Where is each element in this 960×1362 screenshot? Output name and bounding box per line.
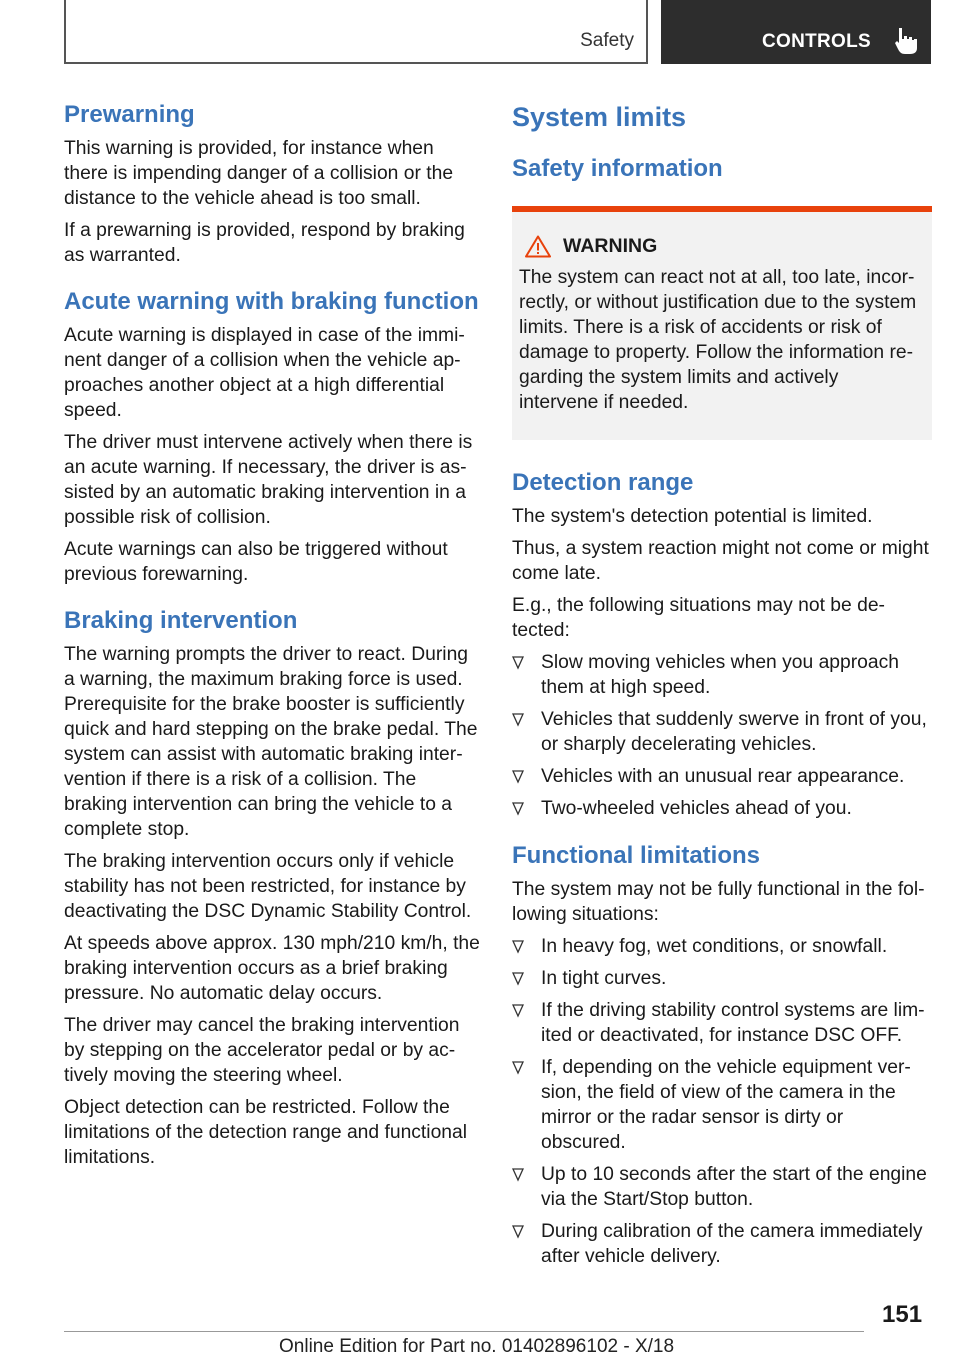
list-item: In tight curves. (512, 966, 930, 991)
triangle-bullet-icon (512, 770, 524, 784)
list-item: Slow moving vehicles when you approach them at high speed. (512, 650, 930, 700)
warning-text: The system can react not at all, too late, incor-rectly, or without justification due to the system limits. There is a risk of accidents or risk of damage to property. Follow the information re-garding the system limits and actively intervene if needed. (519, 267, 917, 413)
triangle-bullet-icon (512, 656, 524, 670)
page-number: 151 (882, 1301, 923, 1328)
functional-paragraph: The system may not be fully functional in the fol-lowing situations: (512, 879, 925, 925)
pointing-hand-icon (893, 26, 919, 56)
detection-paragraph: The system's detection potential is limited. (512, 506, 873, 527)
left-column (64, 100, 482, 1177)
right-column (512, 100, 930, 1277)
functional-list (512, 934, 930, 1269)
acute-warning-paragraph: The driver must intervene actively when there is an acute warning. If necessary, the driver is as-sisted by an automatic braking intervention in a possible risk of collision. (64, 432, 473, 528)
braking-paragraph: The warning prompts the driver to react. During a warning, the maximum braking force is used. Prerequisite for the brake booster is sufficiently quick and hard stepping on the brake pedal. The system can assist with automatic braking inter-vention if there is a risk of a collision. The braking intervention can bring the vehicle to a complete stop. (64, 644, 478, 840)
triangle-bullet-icon (512, 1061, 524, 1075)
list-item: During calibration of the camera immediately after vehicle delivery. (512, 1219, 930, 1269)
system-limits-heading: System limits (512, 102, 687, 132)
detection-list (512, 650, 930, 821)
detection-paragraph: E.g., the following situations may not be de-tected: (512, 595, 885, 641)
triangle-bullet-icon (512, 802, 524, 816)
footer-divider (64, 1331, 864, 1332)
acute-warning-paragraph: Acute warning is displayed in case of the immi-nent danger of a collision when the vehicle ap-proaches another object at a high differential speed. (64, 325, 465, 421)
triangle-bullet-icon (512, 940, 524, 954)
acute-warning-heading: Acute warning with braking function (64, 288, 479, 315)
list-item: If, depending on the vehicle equipment ver-sion, the field of view of the camera in the mirror or the radar sensor is dirty or obscured. (512, 1055, 930, 1155)
braking-paragraph: The driver may cancel the braking intervention by stepping on the accelerator pedal or by ac-tively moving the steering wheel. (64, 1015, 460, 1086)
header-section-box (64, 0, 648, 64)
triangle-bullet-icon (512, 1004, 524, 1018)
footer-edition: Online Edition for Part no. 01402896102 - X/18 (279, 1336, 675, 1357)
warning-box (512, 206, 932, 440)
warning-header (519, 234, 922, 259)
list-item: Vehicles with an unusual rear appearance. (512, 764, 930, 789)
warning-triangle-icon (525, 235, 551, 258)
list-item: Vehicles that suddenly swerve in front of you, or sharply decelerating vehicles. (512, 707, 930, 757)
functional-limitations-heading: Functional limitations (512, 842, 761, 869)
prewarning-paragraph: This warning is provided, for instance when there is impending danger of a collision or the distance to the vehicle ahead is too small. (64, 138, 454, 209)
list-item: If the driving stability control systems are lim-ited or deactivated, for instance DSC OFF. (512, 998, 930, 1048)
triangle-bullet-icon (512, 1225, 524, 1239)
triangle-bullet-icon (512, 713, 524, 727)
list-item: In heavy fog, wet conditions, or snowfall. (512, 934, 930, 959)
header-chapter-box (661, 0, 931, 64)
braking-paragraph: The braking intervention occurs only if vehicle stability has not been restricted, for instance by deactivating the DSC Dynamic Stability Control. (64, 851, 472, 922)
list-item: Two-wheeled vehicles ahead of you. (512, 796, 930, 821)
header-section-title: Safety (580, 30, 634, 51)
prewarning-heading: Prewarning (64, 101, 195, 128)
header-chapter-title: CONTROLS (762, 31, 872, 52)
acute-warning-paragraph: Acute warnings can also be triggered without previous forewarning. (64, 539, 448, 585)
triangle-bullet-icon (512, 972, 524, 986)
list-item: Up to 10 seconds after the start of the engine via the Start/Stop button. (512, 1162, 930, 1212)
triangle-bullet-icon (512, 1168, 524, 1182)
braking-paragraph: Object detection can be restricted. Follow the limitations of the detection range and functional limitations. (64, 1097, 468, 1168)
warning-label: WARNING (563, 235, 658, 257)
detection-range-heading: Detection range (512, 469, 694, 496)
detection-paragraph: Thus, a system reaction might not come or might come late. (512, 538, 929, 584)
braking-intervention-heading: Braking intervention (64, 607, 298, 634)
prewarning-paragraph: If a prewarning is provided, respond by braking as warranted. (64, 220, 465, 266)
braking-paragraph: At speeds above approx. 130 mph/210 km/h, the braking intervention occurs as a brief braking pressure. No automatic delay occurs. (64, 933, 480, 1004)
safety-information-heading: Safety information (512, 155, 723, 182)
